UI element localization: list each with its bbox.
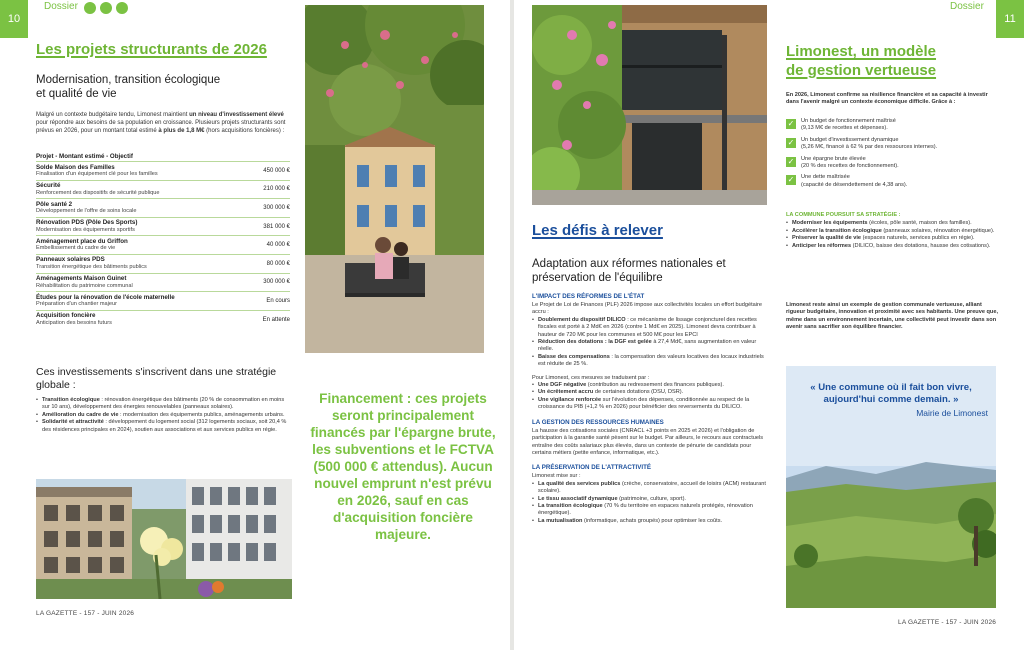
projects-table [36,153,290,328]
check-icon: ✓ [787,137,795,147]
section-head-rh: LA GESTION DES RESSOURCES HUMAINES [532,418,664,426]
defis-subtitle: Adaptation aux réformes nationales et préservation de l'équilibre [532,258,726,284]
conclusion: Limonest reste ainsi un exemple de gestion communale vertueuse, alliant rigueur budgétaire, innovation et proximité avec ses habitants. Une preuve que, même dans un environnement incertain, une collectivité peut investir dans son avenir sans sacrifier son équilibre financier. [786,302,998,331]
model-intro: En 2026, Limonest confirme sa résilience financière et sa capacité à investir dans l'avenir malgré un contexte économique difficile. Grâce à : [786,92,988,106]
dot-icon [100,2,112,14]
table-row [36,217,290,236]
check-icon: ✓ [787,156,795,166]
project-cell [36,238,261,253]
project-value: 450 000 € [263,167,290,174]
list-item-bold: Une DGF négative [538,382,587,389]
strategy-items [786,220,998,250]
list-item [36,412,292,419]
list-item-text: (DILICO, baisse des dotations, hausse des cotisations). [851,242,991,249]
table-row [36,198,290,217]
list-item-bold: Moderniser les équipements [792,220,868,227]
list-item [786,220,998,227]
list-item-bold: Le tissu associatif dynamique [538,495,618,502]
check-item [786,156,998,171]
project-cell [36,256,261,271]
section-head-reformes: L'IMPACT DES RÉFORMES DE L'ÉTAT [532,293,645,300]
list-item-text: sur l'évolution des dépenses, conditionnée au respect de la croissance du PIB (+1,2 % en 2026) pour bénéficier des reversements du DILICO. [538,396,750,411]
list-item-bold: Préserver la qualité de vie [792,235,862,242]
defis-body [532,293,770,525]
project-name: Solde Maison des Familles [36,163,115,171]
list-item [786,243,998,250]
limonest-list [532,382,770,412]
list-item-bold: Accélérer la transition écologique [792,227,882,234]
check-line-1: Un budget d'investissement dynamique [801,136,899,143]
page-number-right: 11 [996,0,1024,38]
section-head-attractivite: LA PRÉSERVATION DE L'ATTRACTIVITÉ [532,464,652,472]
list-item-text: : ce mécanisme de lissage conjoncturel des recettes fiscales est porté à 2 Md€ en 2026 (contre 1 Md€ en 2025). Limonest devra contribuer à hauteur de 720 M€ pour les communes et 500 M€ pour les EPCI [538,316,757,338]
model-checks [786,118,998,193]
list-item-bold: La mutualisation [538,517,583,524]
check-item [786,118,998,133]
project-value: 210 000 € [263,186,290,193]
check-line-2: (9,13 M€ de recettes et dépenses). [801,125,888,132]
list-item [532,317,770,339]
financement-callout: Financement : ces projets seront principalement financés par l'épargne brute, les subventions et le FCTVA (500 000 € attendus). Aucun nouvel emprunt n'est prévu en 2026, sauf en cas d'acquisition foncière majeure. [310,391,496,542]
strategy-head: LA COMMUNE POURSUIT SA STRATÉGIE : [786,212,901,218]
list-item-text: de certaines dotations (DSU, DSR). [593,389,684,396]
project-name: Aménagement place du Griffon [36,237,128,245]
project-name: Panneaux solaires PDS [36,256,105,264]
list-item [532,382,770,389]
list-item-text: : rénovation énergétique des bâtiments (20 % de consommation en moins sur 10 ans), développement des énergies renouvelables (panneaux solaires). [42,397,285,411]
check-item [786,174,998,189]
project-value: 300 000 € [263,204,290,211]
list-item-text: (écoles, pôle santé, maison des familles). [867,220,972,227]
strategy-block [786,212,998,250]
project-value: 40 000 € [266,242,290,249]
rh-text: La hausse des cotisations sociales (CNRACL +3 points en 2025 et 2026) et l'obligation de participation à la garantie santé pèsent sur le budget. Par ailleurs, le recours aux contractuels entraîne des coûts salariaux plus élevés, dans un contexte de pénurie de candidats pour certains métiers (petite enfance, informatique, etc.). [532,427,764,456]
check-icon: ✓ [787,119,795,128]
project-name: Pôle santé 2 [36,200,73,208]
list-item-text: (espaces naturels, services publics en régie). [861,235,975,242]
limonest-intro: Pour Limonest, ces mesures se traduisent par : [532,374,650,381]
list-item-bold: Une vigilance renforcée [538,396,602,403]
left-page [0,0,510,650]
check-line-2: (5,26 M€, financé à 62 % par des ressources internes). [801,144,938,151]
list-item-bold: Un écrêtement accru [538,389,594,396]
check-text [801,174,907,189]
check-text [801,118,896,133]
attractivite-intro: Limonest mise sur : [532,473,581,480]
list-item [36,419,292,434]
project-value: 381 000 € [263,223,290,230]
check-line-2: (capacité de désendettement de 4,38 ans). [801,181,908,188]
project-desc: Développement de l'offre de soins locale [36,208,137,215]
attractivite-list [532,481,770,525]
list-item-text: (patrimoine, culture, sport). [617,495,686,502]
dossier-label-right: Dossier [950,1,984,12]
dossier-dots [84,2,128,14]
list-item-bold: Transition écologique [42,397,100,403]
project-cell [36,219,257,234]
defis-title: Les défis à relever [532,222,663,239]
list-item-bold: La qualité des services publics [538,480,621,487]
project-cell [36,164,257,179]
list-item [532,339,770,354]
list-item [786,228,998,235]
table-row [36,235,290,254]
list-item-bold: Solidarité et attractivité [42,419,104,426]
page-number-left: 10 [0,0,28,38]
project-desc: Transition énergétique des bâtiments publics [36,264,147,271]
right-page [514,0,1024,650]
project-value: En cours [266,297,290,304]
table-header: Projet - Montant estimé - Objectif [36,153,133,160]
projects-intro: Malgré un contexte budgétaire tendu, Limonest maintient un niveau d'investissement élevé pour répondre aux besoins de sa population en croissance. Plusieurs projets structurants sont prévus en 2026, pour un montant total estimé à plus de 1,8 M€ (hors acquisitions foncières) : [36,112,286,134]
table-row [36,180,290,199]
reformes-list [532,317,770,369]
list-item-text: (contribution au redressement des finances publiques). [586,382,724,389]
list-item [532,481,770,496]
photo-modern-building [532,5,767,205]
list-item [532,503,770,518]
project-name: Acquisition foncière [36,312,96,320]
dossier-label-left: Dossier [44,1,78,12]
list-item-bold: Doublement du dispositif DILICO [538,316,626,323]
list-item-text: : développement du logement social (312 logements sociaux, soit 20,4 % des résidences principales en 2024), soutien aux associations et aux services publics en régie. [42,419,287,433]
list-item-text: (crèche, conservatoire, accueil de loisirs (ACM) restaurant scolaire). [538,480,766,495]
reformes-intro: Le Projet de Loi de Finances (PLF) 2026 impose aux collectivités locales un effort budgétaire accru : [532,302,762,316]
list-item-text: (panneaux solaires, rénovation énergétique). [881,227,995,234]
table-row [36,310,290,329]
list-item-text: (70 % du territoire en espaces naturels protégés, rénovation énergétique). [538,502,753,517]
list-item [36,397,292,412]
list-item-bold: La transition écologique [538,502,603,509]
project-name: Aménagements Maison Guinet [36,275,127,283]
strategy-title: Ces investissements s'inscrivent dans une stratégie globale : [36,366,277,391]
photo-villa [305,5,484,353]
project-value: 300 000 € [263,279,290,286]
photo-buildings [36,479,292,599]
list-item [532,389,770,396]
list-item-bold: Réduction des dotations : la DGF est gelée [538,339,652,346]
project-desc: Embellissement du cadre de vie [36,245,116,252]
quote-text: « Une commune où il fait bon vivre, aujourd'hui comme demain. » [810,382,972,405]
project-name: Sécurité [36,182,61,190]
quote-image [786,366,996,608]
quote-author: Mairie de Limonest [916,408,988,418]
check-icon: ✓ [787,175,795,185]
project-desc: Anticipation des besoins futurs [36,319,112,326]
footer-right: LA GAZETTE - 157 - JUIN 2026 [898,619,997,626]
project-value: En attente [262,316,290,323]
project-cell [36,182,257,197]
check-line-1: Une dette maîtrisée [801,174,850,181]
list-item [532,397,770,412]
project-cell [36,312,257,327]
project-desc: Renforcement des dispositifs de sécurité publique [36,189,160,196]
list-item-bold: Anticiper les réformes [792,242,852,249]
list-item-bold: Baisse des compensations [538,353,610,360]
project-desc: Réhabilitation du patrimoine communal [36,282,133,289]
table-row [36,161,290,180]
list-item-text: à 27,4 Md€, sans augmentation en valeur réelle. [538,339,757,353]
list-item-text: : modernisation des équipements publics, aménagements urbains. [118,411,285,418]
list-item [532,496,770,503]
project-cell [36,201,257,216]
project-name: Rénovation PDS (Pôle Des Sports) [36,219,138,227]
check-text [801,137,937,152]
check-line-1: Une épargne brute élevée [801,155,866,162]
project-value: 80 000 € [266,260,290,267]
project-desc: Finalisation d'un équipement clé pour les familles [36,171,158,178]
dot-icon [84,2,96,14]
table-row [36,291,290,310]
strategy-list [36,397,292,434]
check-item [786,137,998,152]
table-row [36,273,290,292]
list-item [786,235,998,242]
project-desc: Modernisation des équipements sportifs [36,226,135,233]
projects-title: Les projets structurants de 2026 [36,41,267,58]
list-item-text: (informatique, achats groupés) pour optimiser les coûts. [582,517,723,524]
list-item-bold: Amélioration du cadre de vie [42,411,119,418]
project-name: Études pour la rénovation de l'école maternelle [36,293,175,301]
list-item [532,518,770,525]
projects-subtitle: Modernisation, transition écologique et qualité de vie [36,74,221,100]
check-line-1: Un budget de fonctionnement maîtrisé [801,118,896,124]
project-desc: Préparation d'un chantier majeur [36,301,117,308]
model-title: Limonest, un modèle de gestion vertueuse [786,43,937,79]
project-cell [36,294,260,309]
project-cell [36,275,257,290]
check-line-2: (20 % des recettes de fonctionnement). [801,163,899,170]
list-item [532,354,770,369]
list-item-text: : la compensation des valeurs locatives des locaux industriels est réduite de 25 %. [538,353,764,368]
table-row [36,254,290,273]
dot-icon [116,2,128,14]
footer-left: LA GAZETTE - 157 - JUIN 2026 [36,610,135,617]
check-text [801,156,899,171]
